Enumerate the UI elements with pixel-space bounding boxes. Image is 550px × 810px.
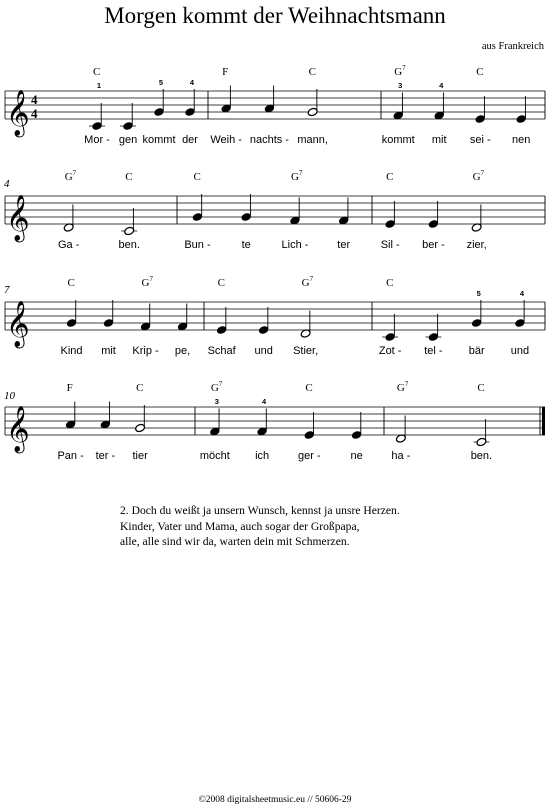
chord-superscript: 7 <box>72 169 77 177</box>
chord-name: F <box>66 382 73 394</box>
lyric-syllable: Kind <box>60 345 83 357</box>
time-signature-top: 4 <box>31 92 38 107</box>
song-title: Morgen kommt der Weihnachtsmann <box>104 3 446 28</box>
chord-name: C <box>386 277 394 289</box>
note <box>120 103 136 131</box>
lyric-syllable: Sil - <box>380 239 400 251</box>
fingering-number: 4 <box>439 81 444 90</box>
chord-symbol <box>477 382 484 394</box>
chord-name: C <box>67 277 75 289</box>
note <box>63 205 74 233</box>
lyric-syllable: Stier, <box>293 345 319 357</box>
lyric-syllable: nen <box>512 134 531 146</box>
chord-symbol <box>136 382 143 394</box>
chord-superscript: 7 <box>480 169 485 177</box>
chord-name: C <box>308 66 317 78</box>
lyric-syllable: ne <box>350 450 363 462</box>
note <box>185 78 196 117</box>
lyric-syllable: Krip - <box>132 345 159 357</box>
note <box>192 194 203 222</box>
note <box>177 304 188 332</box>
verse-2 <box>120 503 400 550</box>
note <box>385 201 396 229</box>
lyric-syllable: mit <box>101 345 116 357</box>
note <box>395 416 406 444</box>
chord-symbol <box>386 171 393 183</box>
chord-symbol <box>211 380 223 394</box>
note <box>289 198 300 226</box>
fingering-number: 5 <box>158 78 164 87</box>
lyric-syllable: sei - <box>469 134 491 146</box>
fingering-number: 3 <box>398 81 403 90</box>
lyric-syllable: und <box>510 345 530 357</box>
treble-clef-icon: 𝄞 <box>6 406 30 452</box>
note <box>475 96 486 124</box>
note <box>393 81 404 120</box>
staff-system <box>4 380 545 462</box>
chord-name: G <box>394 66 403 78</box>
note <box>307 89 318 117</box>
chord-symbol <box>222 66 228 78</box>
fingering-number: 3 <box>214 397 219 406</box>
chord-symbol <box>394 64 406 78</box>
note <box>351 412 362 440</box>
chord-name: G <box>472 171 481 183</box>
lyric-syllable: Weih - <box>210 134 242 146</box>
chord-name: C <box>386 171 394 183</box>
lyric-syllable: ter - <box>95 450 116 462</box>
note <box>471 205 482 233</box>
lyric-syllable: ben. <box>470 450 493 462</box>
note <box>89 81 105 131</box>
chord-symbol <box>302 275 314 289</box>
final-barline-thick <box>542 407 545 435</box>
note <box>471 289 482 328</box>
lyric-syllable: Ga - <box>58 239 80 251</box>
note <box>103 300 114 328</box>
chord-name: C <box>476 66 484 78</box>
lyric-syllable: kommt <box>381 134 415 146</box>
lyric-syllable: tel - <box>424 345 443 357</box>
chord-superscript: 7 <box>298 169 303 177</box>
treble-clef-icon: 𝄞 <box>6 90 30 136</box>
chord-symbol <box>67 382 73 394</box>
treble-clef-icon: 𝄞 <box>6 301 30 347</box>
lyric-syllable: ben. <box>118 239 140 251</box>
note <box>516 96 527 124</box>
fingering-number: 4 <box>262 397 267 406</box>
chord-symbol <box>473 169 485 183</box>
chord-name: C <box>217 277 225 289</box>
chord-name: G <box>141 277 150 289</box>
chord-symbol <box>476 66 483 78</box>
lyric-syllable: Lich - <box>281 239 309 251</box>
note <box>216 307 227 335</box>
time-signature-bottom: 4 <box>31 106 38 121</box>
note <box>338 198 349 226</box>
copyright-footer: ©2008 digitalsheetmusic.eu // 50606-29 <box>198 795 352 805</box>
note <box>304 412 315 440</box>
chord-name: G <box>210 382 219 394</box>
lyric-syllable: Pan - <box>57 450 84 462</box>
lyric-syllable: te <box>241 239 251 251</box>
chord-symbol <box>305 382 312 394</box>
note <box>135 405 146 433</box>
measure-number: 4 <box>4 178 10 190</box>
note <box>382 314 398 342</box>
lyric-syllable: gen <box>118 134 138 146</box>
note <box>428 201 439 229</box>
fingering-number: 1 <box>96 81 102 90</box>
chord-superscript: 7 <box>404 380 409 388</box>
verse-line-2: Kinder, Vater und Mama, auch sogar der Großpapa, <box>120 519 360 533</box>
lyric-syllable: Schaf <box>207 345 236 357</box>
chord-name: C <box>136 382 144 394</box>
note <box>425 314 441 342</box>
chord-symbol <box>386 277 393 289</box>
fingering-number: 5 <box>476 289 481 298</box>
lyric-syllable: und <box>254 345 273 357</box>
origin-label: aus Frankreich <box>481 41 544 52</box>
chord-name: G <box>64 171 73 183</box>
chord-name: G <box>396 382 405 394</box>
note <box>154 78 165 117</box>
measure-number: 7 <box>4 284 10 296</box>
chord-name: C <box>305 382 313 394</box>
note <box>66 300 77 328</box>
verse-line-1: 2. Doch du weißt ja unsern Wunsch, kennst ja unsre Herzen. <box>120 504 400 517</box>
note <box>257 397 268 436</box>
note <box>434 81 445 120</box>
staff-system <box>4 275 545 357</box>
lyric-syllable: ich <box>255 450 270 462</box>
lyric-syllable: pe, <box>174 345 191 357</box>
note <box>258 307 269 335</box>
lyric-syllable: ger - <box>298 450 321 462</box>
note <box>241 194 252 222</box>
chord-symbol <box>218 277 225 289</box>
chord-superscript: 7 <box>149 275 153 283</box>
note <box>221 86 232 114</box>
lyric-syllable: nachts - <box>249 134 289 146</box>
lyric-syllable: zier, <box>466 239 487 251</box>
chord-symbol <box>142 275 154 289</box>
verse-line-3: alle, alle sind wir da, warten dein mit Schmerzen. <box>120 535 350 548</box>
lyric-syllable: mann, <box>297 134 328 146</box>
note <box>121 208 137 236</box>
chord-symbol <box>65 169 77 183</box>
fingering-number: 4 <box>519 289 525 298</box>
chord-name: C <box>193 171 201 183</box>
lyric-syllable: ber - <box>422 239 445 251</box>
lyric-syllable: Zot - <box>378 345 402 357</box>
lyric-syllable: tier <box>132 450 148 462</box>
chord-name: C <box>477 382 485 394</box>
lyric-syllable: bär <box>468 345 485 357</box>
chord-superscript: 7 <box>402 64 406 72</box>
measure-number: 10 <box>4 390 15 402</box>
lyric-syllable: Mor - <box>84 134 110 146</box>
fingering-number: 4 <box>189 78 195 87</box>
chord-symbol <box>125 171 132 183</box>
lyric-syllable: kommt <box>142 134 176 146</box>
chord-name: C <box>125 171 133 183</box>
note <box>514 289 525 328</box>
lyric-syllable: möcht <box>199 450 230 462</box>
chord-symbol <box>397 380 409 394</box>
chord-superscript: 7 <box>309 275 314 283</box>
note <box>65 402 76 430</box>
chord-name: F <box>222 66 229 78</box>
chord-symbol <box>68 277 75 289</box>
chord-symbol <box>291 169 303 183</box>
chord-name: C <box>93 66 101 78</box>
chord-name: G <box>301 277 310 289</box>
lyric-syllable: der <box>182 134 198 146</box>
lyric-syllable: mit <box>431 134 447 146</box>
chord-symbol <box>193 171 200 183</box>
lyric-syllable: ter <box>337 239 351 251</box>
note <box>264 86 275 114</box>
chord-name: G <box>290 171 299 183</box>
note <box>100 402 111 430</box>
note <box>209 397 220 436</box>
chord-symbol <box>309 66 316 78</box>
note <box>300 311 311 339</box>
chord-symbol <box>93 66 100 78</box>
note <box>140 304 151 332</box>
staff-system <box>4 169 545 251</box>
chord-superscript: 7 <box>218 380 223 388</box>
note <box>473 419 489 447</box>
treble-clef-icon: 𝄞 <box>6 195 30 241</box>
lyric-syllable: ha - <box>391 450 411 462</box>
staff-system <box>5 64 545 146</box>
lyric-syllable: Bun - <box>184 239 211 251</box>
